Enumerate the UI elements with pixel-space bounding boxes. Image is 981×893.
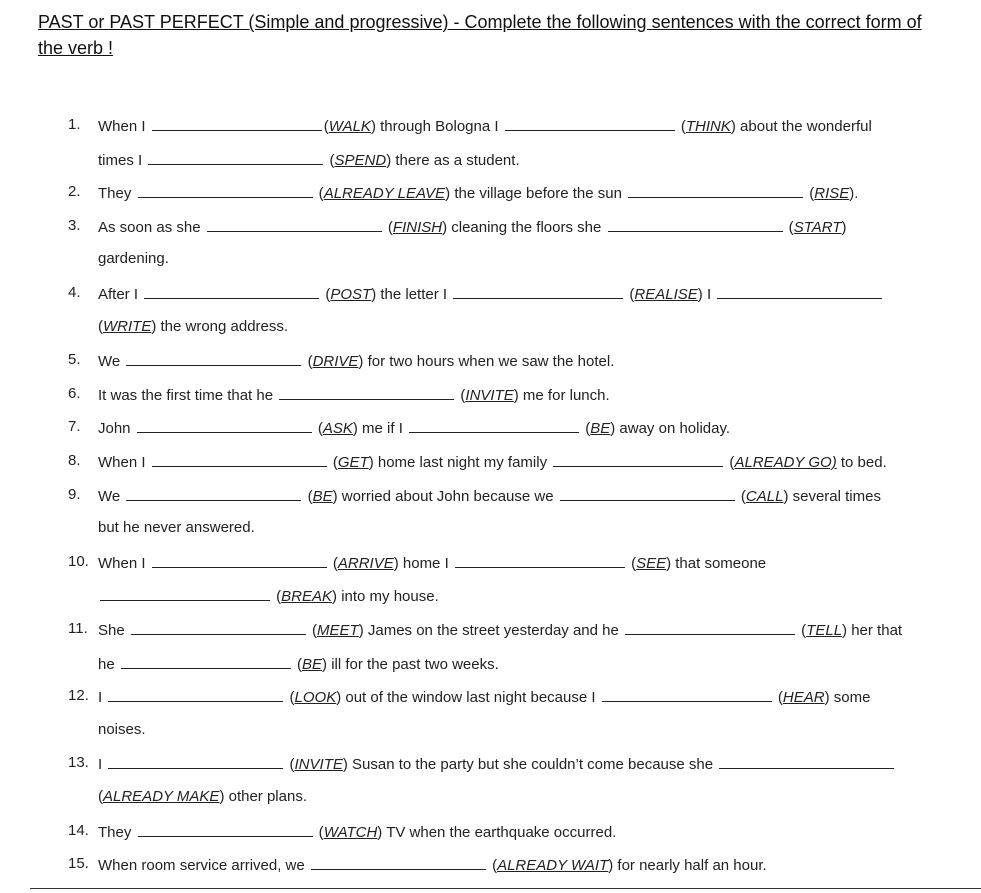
sentence-text: ( (98, 317, 103, 335)
sentence (98, 785, 307, 809)
sentence (98, 651, 499, 677)
verb-prompt: DRIVE (312, 353, 359, 371)
sentence-text: I (98, 689, 107, 707)
item-number: 13. (68, 754, 89, 772)
sentence-text: ( (328, 454, 338, 471)
sentence (98, 281, 884, 307)
item-number: 1. (68, 116, 81, 133)
exercise-item-continuation (0, 147, 981, 171)
verb-prompt: ALREADY WAIT (497, 857, 609, 875)
sentence-text: ( (773, 689, 783, 707)
sentence-text: ( (625, 286, 635, 303)
exercise-item (0, 214, 981, 238)
answer-blank[interactable] (717, 281, 882, 299)
answer-blank[interactable] (108, 684, 283, 702)
verb-prompt: BE (312, 487, 333, 505)
verb-prompt: ASK (322, 420, 353, 438)
sentence-text: We (98, 487, 125, 505)
item-number: 2. (68, 183, 81, 201)
sentence-text: We (98, 353, 125, 371)
sentence-text: ) cleaning the floors she (442, 218, 606, 236)
sentence-text: to bed. (836, 454, 887, 471)
answer-blank[interactable] (144, 281, 319, 299)
sentence-text: noises. (98, 720, 146, 738)
sentence-text: ( (328, 554, 338, 572)
item-number: 7. (68, 418, 81, 436)
answer-blank[interactable] (138, 819, 313, 837)
verb-prompt: SEE (636, 554, 667, 572)
exercise-item (0, 348, 981, 372)
sentence-text: ) for nearly half an hour. (608, 857, 767, 875)
answer-blank[interactable] (138, 180, 313, 198)
verb-prompt: ALREADY MAKE (103, 788, 220, 805)
verb-prompt: WALK (328, 118, 371, 135)
sentence (98, 550, 766, 576)
exercise-item (0, 852, 981, 876)
exercise-item (0, 483, 981, 507)
verb-prompt: ARRIVE (337, 554, 394, 572)
answer-blank[interactable] (126, 348, 301, 366)
exercise-item (0, 180, 981, 204)
answer-blank[interactable] (505, 113, 675, 131)
item-number: 11. (68, 620, 88, 637)
sentence (98, 113, 872, 139)
sentence-text: ) there as a student. (386, 151, 520, 169)
exercise-item (0, 113, 981, 137)
item-number: 12. (68, 687, 89, 705)
sentence (98, 415, 730, 441)
item-number: 5. (68, 351, 81, 369)
sentence-text: ) away on holiday. (610, 420, 731, 438)
answer-blank[interactable] (279, 382, 454, 400)
sentence-text: ( (98, 788, 103, 805)
answer-blank[interactable] (137, 415, 312, 433)
sentence (98, 516, 255, 540)
verb-prompt: CALL (745, 487, 784, 505)
sentence (98, 180, 858, 206)
sentence-text: ) home last night my family (368, 454, 552, 471)
sentence-text: ( (323, 118, 329, 135)
bottom-divider (30, 888, 981, 889)
sentence-text: ( (581, 420, 591, 438)
sentence-text: ) about the wonderful (730, 118, 872, 135)
sentence-text: times I (98, 151, 147, 169)
verb-prompt: INVITE (294, 756, 343, 774)
sentence-text: ) I (697, 286, 716, 303)
sentence-text: When I (98, 554, 150, 572)
sentence-text: ) other plans. (219, 788, 307, 805)
exercise-item (0, 382, 981, 406)
answer-blank[interactable] (553, 449, 723, 467)
answer-blank[interactable] (560, 483, 735, 501)
answer-blank[interactable] (608, 214, 783, 232)
sentence-text: ) worried about John because we (332, 487, 558, 505)
answer-blank[interactable] (409, 415, 579, 433)
verb-prompt: TELL (806, 622, 843, 639)
verb-prompt: LOOK (294, 689, 337, 707)
sentence-text: ( (676, 118, 686, 135)
sentence-text: ( (456, 386, 466, 404)
item-number: 15. (68, 855, 89, 873)
exercise-item (0, 415, 981, 439)
exercise-item-continuation (0, 583, 981, 607)
answer-blank[interactable] (152, 449, 327, 467)
sentence-text: ( (272, 588, 282, 606)
sentence (98, 147, 520, 173)
sentence-text: ) the letter I (371, 286, 452, 303)
answer-blank[interactable] (126, 483, 301, 501)
answer-blank[interactable] (628, 180, 803, 198)
sentence-text: ) out of the window last night because I (336, 689, 600, 707)
item-number: 6. (68, 384, 81, 402)
verb-prompt: ALREADY LEAVE (323, 185, 446, 203)
sentence (98, 583, 439, 609)
sentence-text: ( (736, 487, 746, 505)
sentence-text: ( (487, 857, 498, 875)
exercise-item-continuation (0, 651, 981, 675)
sentence (98, 348, 614, 374)
verb-prompt: GET (337, 454, 369, 471)
verb-prompt: INVITE (465, 386, 514, 404)
answer-blank[interactable] (455, 550, 625, 568)
sentence (98, 718, 146, 742)
sentence-text: ( (285, 689, 295, 707)
sentence-text: gardening. (98, 250, 169, 268)
exercise-item (0, 550, 981, 574)
sentence-text: ( (307, 622, 318, 639)
sentence-text: ( (292, 655, 303, 673)
sentence-text: They (98, 185, 136, 203)
sentence-text: ) ill for the past two weeks. (322, 655, 499, 673)
item-number: 3. (68, 216, 81, 234)
sentence-text: ( (321, 286, 331, 303)
sentence-text: ) through Bologna I (370, 118, 503, 135)
sentence-text: ) me if I (352, 420, 408, 438)
answer-blank[interactable] (719, 751, 894, 769)
sentence-text: ) some (824, 689, 871, 707)
verb-prompt: BE (590, 420, 611, 438)
sentence-text: It was the first time that he (98, 386, 278, 404)
sentence-text: but he never answered. (98, 519, 255, 537)
sentence-text: ) several times (783, 487, 881, 505)
verb-prompt: HEAR (782, 689, 825, 707)
sentence-text: ) her that (842, 622, 903, 639)
verb-prompt: FINISH (392, 218, 443, 236)
sentence-text: ( (784, 218, 794, 236)
sentence-text: ( (313, 420, 323, 438)
sentence (98, 449, 887, 475)
sentence (98, 617, 902, 643)
answer-blank[interactable] (311, 852, 486, 870)
sentence (98, 315, 288, 339)
sentence-text: ( (725, 454, 735, 471)
verb-prompt: START (793, 218, 842, 236)
sentence-text: ) (841, 218, 847, 236)
verb-prompt: REALISE (634, 286, 698, 303)
sentence-text: ). (849, 185, 859, 203)
exercise-item (0, 819, 981, 843)
verb-prompt: THINK (685, 118, 731, 135)
answer-blank[interactable] (100, 583, 270, 601)
sentence (98, 751, 896, 777)
item-number: 10. (68, 552, 89, 570)
sentence-text: ) TV when the earthquake occurred. (377, 823, 617, 841)
sentence-text: She (98, 622, 129, 639)
verb-prompt: RISE (814, 185, 850, 203)
sentence-text: ) that someone (666, 554, 767, 572)
exercise-item (0, 684, 981, 708)
exercise-item (0, 281, 981, 305)
answer-blank[interactable] (625, 617, 795, 635)
exercise-item-continuation (0, 247, 981, 271)
sentence-text: As soon as she (98, 218, 205, 236)
verb-prompt: BREAK (281, 588, 333, 606)
sentence-text: When I (98, 454, 150, 471)
sentence-text: John (98, 420, 135, 438)
sentence-text: ) into my house. (332, 588, 439, 606)
verb-prompt: WRITE (103, 317, 152, 335)
sentence-text: ) James on the street yesterday and he (358, 622, 624, 639)
sentence-text: ( (314, 185, 324, 203)
sentence-text: After I (98, 286, 143, 303)
sentence-text: ( (303, 353, 313, 371)
sentence-text: ) home I (393, 554, 453, 572)
exercise-item (0, 617, 981, 641)
answer-blank[interactable] (131, 617, 306, 635)
answer-blank[interactable] (108, 751, 283, 769)
worksheet-title: PAST or PAST PERFECT (Simple and progressive) - Complete the following sentences with the correct form of the verb ! (38, 12, 922, 58)
sentence-text: ) me for lunch. (513, 386, 610, 404)
sentence (98, 852, 767, 878)
sentence-text: ( (325, 151, 335, 169)
sentence (98, 382, 610, 408)
sentence-text: ( (303, 487, 313, 505)
answer-blank[interactable] (148, 147, 323, 165)
sentence-text: ) the village before the sun (445, 185, 627, 203)
item-number: 4. (68, 284, 81, 301)
verb-prompt: POST (330, 286, 372, 303)
answer-blank[interactable] (152, 550, 327, 568)
sentence-text: ) the wrong address. (151, 317, 289, 335)
sentence (98, 214, 846, 240)
answer-blank[interactable] (602, 684, 772, 702)
exercise-item-continuation (0, 516, 981, 540)
sentence-text: When I (98, 118, 150, 135)
sentence-text: When room service arrived, we (98, 857, 309, 875)
sentence (98, 483, 881, 509)
item-number: 14. (68, 821, 89, 839)
answer-blank[interactable] (121, 651, 291, 669)
verb-prompt: SPEND (334, 151, 387, 169)
exercise-item-continuation (0, 315, 981, 339)
sentence-text: ( (383, 218, 393, 236)
sentence-text: ) for two hours when we saw the hotel. (358, 353, 615, 371)
item-number: 9. (68, 485, 81, 503)
verb-prompt: BE (302, 655, 323, 673)
sentence (98, 247, 169, 271)
item-number: 8. (68, 452, 81, 469)
sentence-text: ( (797, 622, 807, 639)
sentence-text: ( (805, 185, 815, 203)
verb-prompt: ALREADY GO) (734, 454, 837, 471)
sentence-text: ( (314, 823, 324, 841)
verb-prompt: MEET (317, 622, 359, 639)
verb-prompt: WATCH (323, 823, 378, 841)
sentence (98, 819, 616, 845)
sentence-text: he (98, 655, 119, 673)
sentence-text: ) Susan to the party but she couldn’t come because she (342, 756, 718, 774)
exercise-item-continuation (0, 785, 981, 809)
sentence-text: ( (626, 554, 637, 572)
exercise-item (0, 751, 981, 775)
sentence (98, 684, 870, 710)
exercise-item (0, 449, 981, 473)
sentence-text: They (98, 823, 136, 841)
answer-blank[interactable] (152, 113, 322, 131)
sentence-text: ( (285, 756, 295, 774)
answer-blank[interactable] (207, 214, 382, 232)
answer-blank[interactable] (453, 281, 623, 299)
sentence-text: I (98, 756, 107, 774)
exercise-item-continuation (0, 718, 981, 742)
